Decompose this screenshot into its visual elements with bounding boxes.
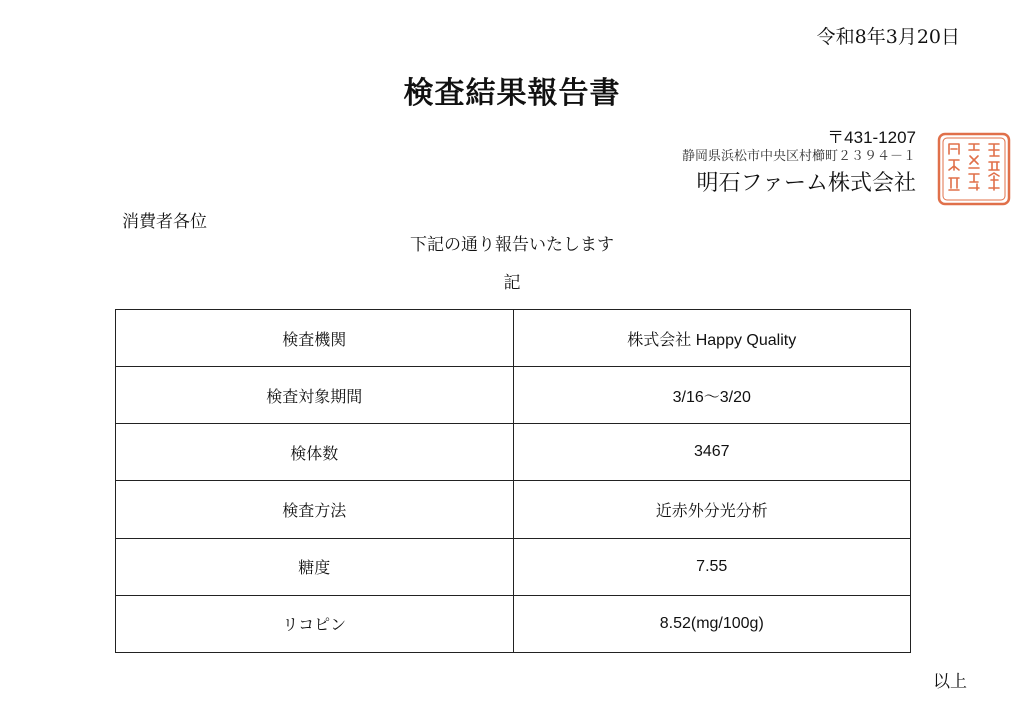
row-value: 7.55 bbox=[513, 538, 911, 595]
issuer-block bbox=[682, 128, 916, 200]
row-value: 8.52(mg/100g) bbox=[513, 595, 911, 652]
row-value: 3/16～3/20 bbox=[513, 367, 911, 424]
table-row bbox=[116, 481, 911, 538]
lead-sentence: 下記の通り報告いたします bbox=[410, 235, 614, 255]
table-row bbox=[116, 595, 911, 652]
table-row bbox=[116, 538, 911, 595]
row-label: リコピン bbox=[116, 595, 514, 652]
ki-marker: 記 bbox=[503, 273, 521, 293]
document-title: 検査結果報告書 bbox=[403, 76, 621, 111]
postal-code: 〒431-1207 bbox=[827, 128, 916, 147]
row-label: 検査対象期間 bbox=[116, 367, 514, 424]
row-label: 検査方法 bbox=[116, 481, 514, 538]
table-row bbox=[116, 424, 911, 481]
table-row bbox=[116, 367, 911, 424]
report-date: 令和8年3月20日 bbox=[816, 26, 960, 48]
results-table bbox=[115, 309, 911, 653]
row-value: 株式会社 Happy Quality bbox=[513, 310, 911, 367]
issuer-company: 明石ファーム株式会社 bbox=[696, 171, 916, 196]
row-value: 3467 bbox=[513, 424, 911, 481]
row-label: 検査機関 bbox=[116, 310, 514, 367]
table-row bbox=[116, 310, 911, 367]
closing-mark: 以上 bbox=[933, 672, 967, 692]
row-value: 近赤外分光分析 bbox=[513, 481, 911, 538]
issuer-address: 静岡県浜松市中央区村櫛町２３９４－１ bbox=[681, 149, 916, 164]
row-label: 糖度 bbox=[116, 538, 514, 595]
company-seal-stamp bbox=[937, 132, 1011, 206]
row-label: 検体数 bbox=[116, 424, 514, 481]
recipient: 消費者各位 bbox=[122, 212, 207, 232]
